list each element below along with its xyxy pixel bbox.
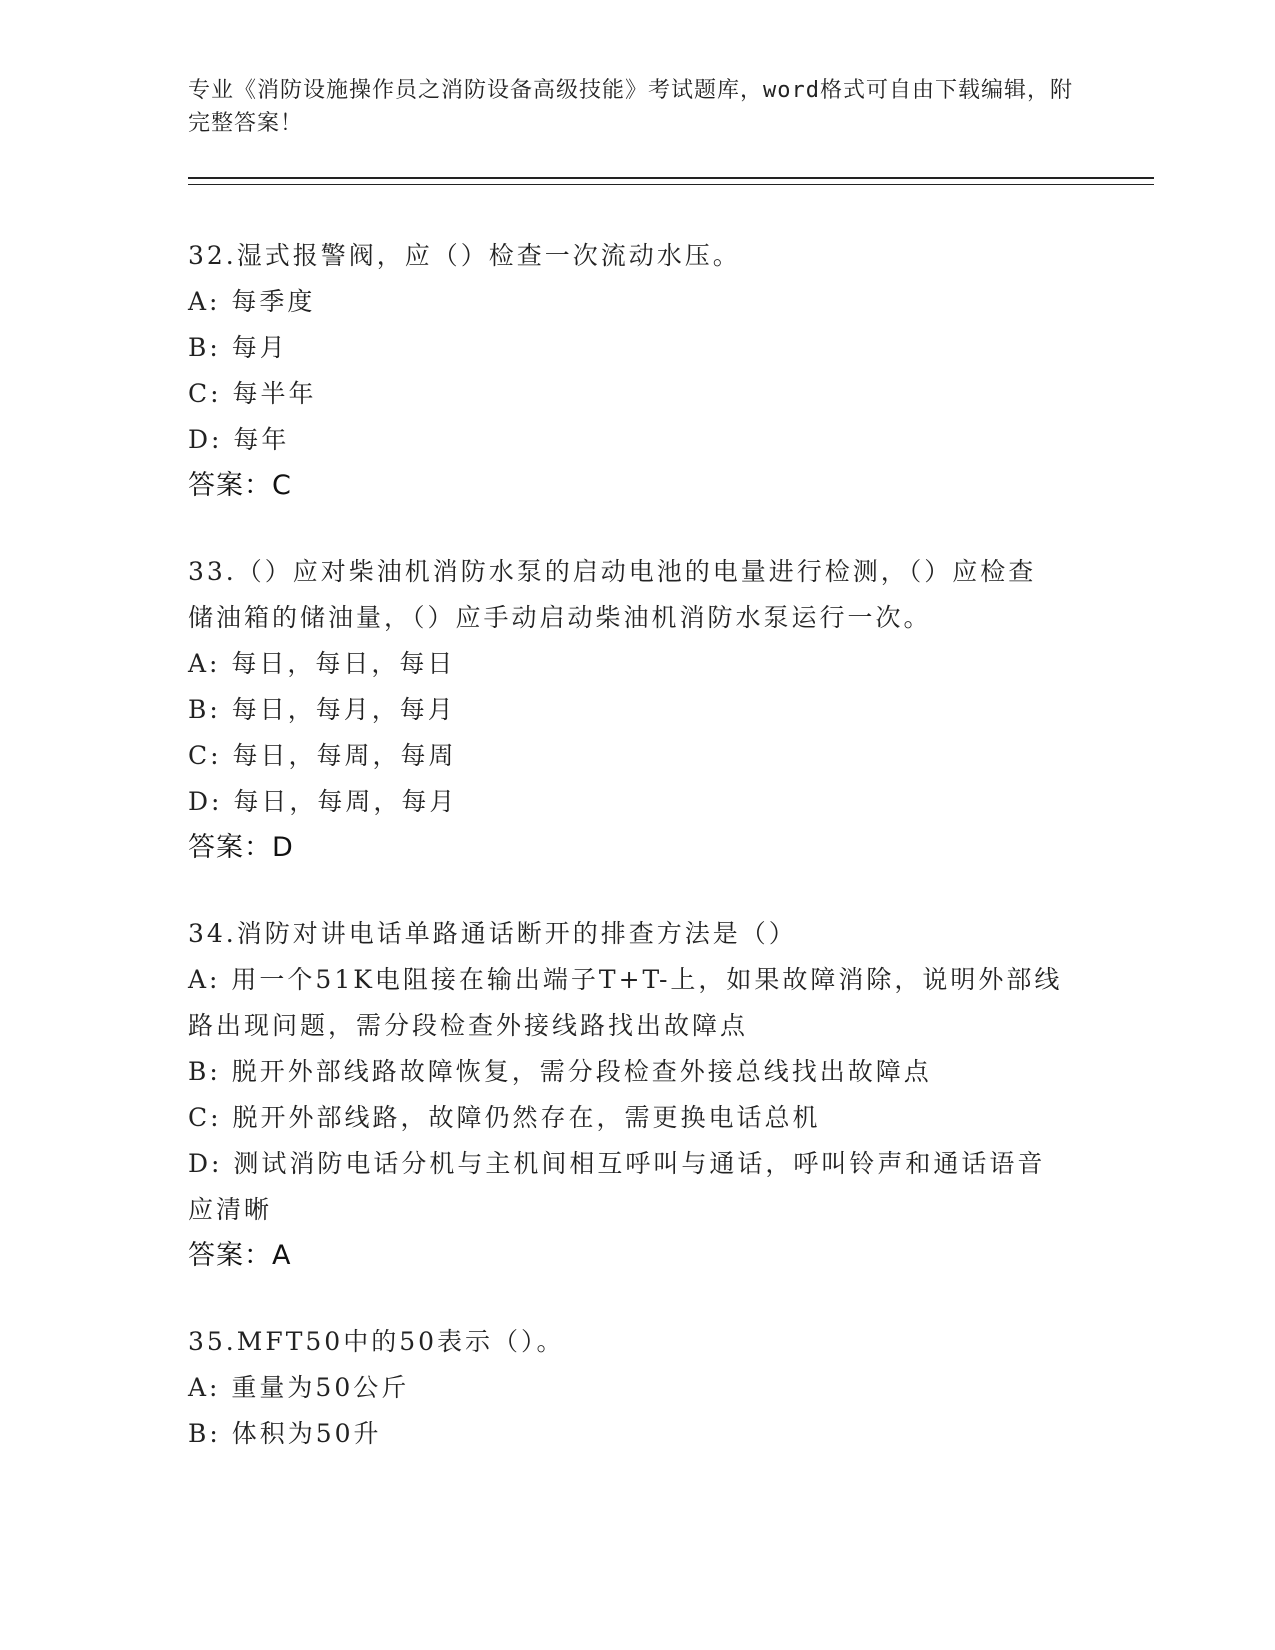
option-d: D: 每年 xyxy=(188,425,290,454)
option-b: B: 每日，每月，每月 xyxy=(188,695,456,724)
question-list xyxy=(188,233,1088,1497)
option-a: A: 每季度 xyxy=(188,287,316,316)
option-c: C: 每日，每周，每周 xyxy=(188,741,457,770)
question-34 xyxy=(188,911,1088,1279)
option-b: B: 脱开外部线路故障恢复，需分段检查外接总线找出故障点 xyxy=(188,1057,932,1086)
option-d: D: 测试消防电话分机与主机间相互呼叫与通话，呼叫铃声和通话语音 xyxy=(188,1149,1046,1178)
answer-line: 答案：D xyxy=(188,832,294,863)
option-a: A: 重量为50公斤 xyxy=(188,1373,410,1402)
option-a-continued: 路出现问题，需分段检查外接线路找出故障点 xyxy=(188,1011,749,1040)
question-stem: 33.（）应对柴油机消防水泵的启动电池的电量进行检测，（）应检查 xyxy=(188,557,1037,586)
answer-line: 答案：A xyxy=(188,1240,292,1271)
answer-line: 答案：C xyxy=(188,470,292,501)
question-stem: 34.消防对讲电话单路通话断开的排查方法是（） xyxy=(188,919,797,948)
header-divider-thin xyxy=(188,184,1154,185)
question-32 xyxy=(188,233,1088,509)
header-divider xyxy=(188,177,1154,179)
question-33 xyxy=(188,549,1088,871)
option-d: D: 每日，每周，每月 xyxy=(188,787,458,816)
option-c: C: 每半年 xyxy=(188,379,317,408)
option-b: B: 体积为50升 xyxy=(188,1419,382,1448)
question-stem: 32.湿式报警阀，应（）检查一次流动水压。 xyxy=(188,241,741,270)
option-d-continued: 应清晰 xyxy=(188,1195,273,1224)
question-stem: 35.MFT50中的50表示（）。 xyxy=(188,1327,565,1356)
option-b: B: 每月 xyxy=(188,333,288,362)
question-stem-continued: 储油箱的储油量，（）应手动启动柴油机消防水泵运行一次。 xyxy=(188,603,932,632)
option-c: C: 脱开外部线路，故障仍然存在，需更换电话总机 xyxy=(188,1103,821,1132)
option-a: A: 用一个51K电阻接在输出端子T+T-上，如果故障消除，说明外部线 xyxy=(188,965,1063,994)
option-a: A: 每日，每日，每日 xyxy=(188,649,456,678)
question-35 xyxy=(188,1319,1088,1457)
header-note: 专业《消防设施操作员之消防设备高级技能》考试题库，word格式可自由下载编辑，附完整答案！ xyxy=(188,78,1073,136)
